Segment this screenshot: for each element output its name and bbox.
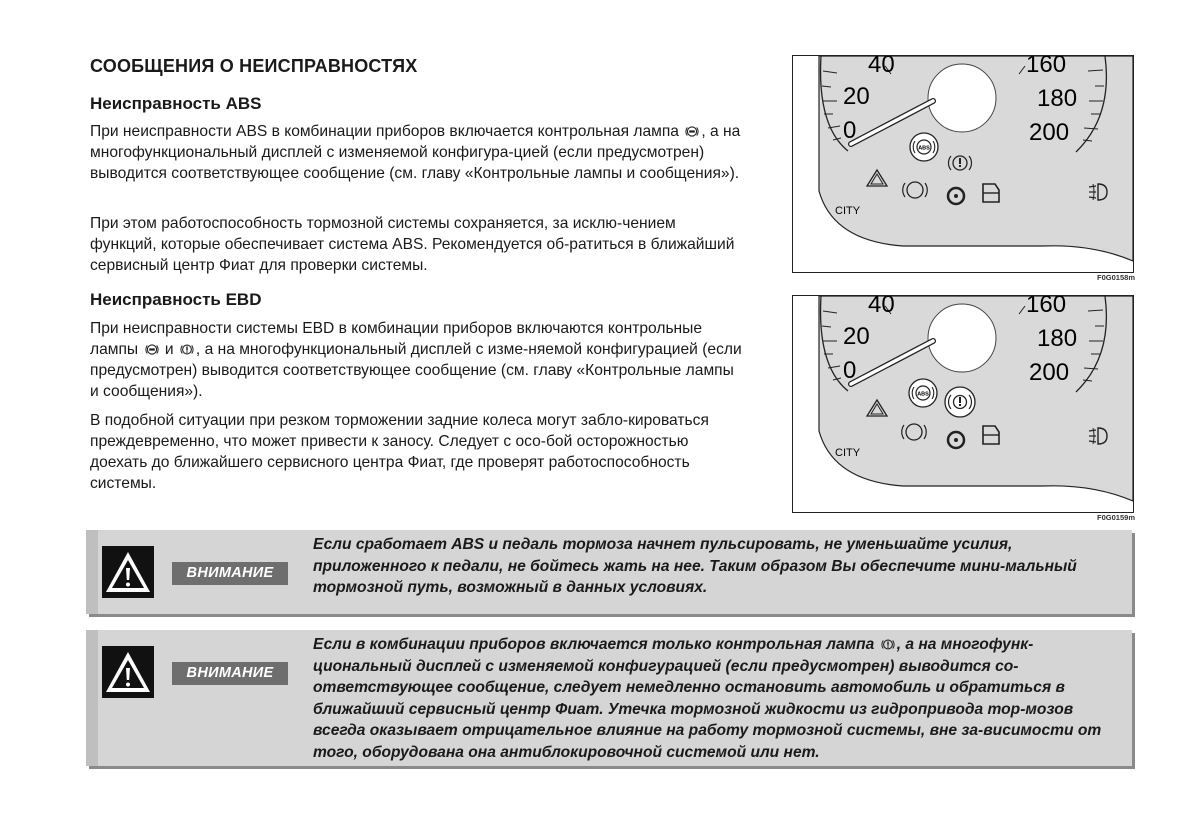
speed-label-40: 40 [868, 296, 895, 318]
abs-heading: Неисправность ABS [90, 94, 262, 113]
section-title: СООБЩЕНИЯ О НЕИСПРАВНОСТЯХ [90, 56, 418, 76]
brake-warning-icon [945, 387, 975, 417]
abs-warning-icon [909, 379, 937, 407]
abs-paragraph-2: При этом работоспособность тормозной системы сохраняется, за исклю-чением функций, которые обеспечивает система ABS. Рекомендуется об-ратиться в ближайший сервисный центр Фиат для проверки системы. [90, 215, 735, 274]
warning-triangle-icon [102, 546, 154, 598]
city-label: CITY [835, 205, 861, 217]
city-label: CITY [835, 447, 861, 459]
brake-lamp-icon [179, 343, 195, 356]
warning-label: ВНИМАНИЕ [172, 562, 288, 585]
figure-code: F0G0159m [1097, 513, 1135, 522]
warning-text: Если сработает ABS и педаль тормоза начнет пульсировать, не уменьшайте усилия, приложенного к педали, не бойтесь жать на нее. Таким образом Вы обеспечите мини-мальный тормозной путь, возможный в данных условиях. [313, 536, 1077, 596]
abs-warning-icon [910, 133, 938, 161]
figure-code: F0G0158m [1097, 273, 1135, 282]
warning-box-abs [86, 530, 1132, 614]
speed-label-20: 20 [843, 83, 870, 110]
speed-label-20: 20 [843, 323, 870, 350]
speed-label-160: 160 [1026, 56, 1067, 78]
speed-label-180: 180 [1037, 325, 1078, 352]
speed-label-180: 180 [1037, 85, 1078, 112]
warning-label: ВНИМАНИЕ [172, 662, 288, 685]
ebd-paragraph-2: В подобной ситуации при резком торможении задние колеса могут забло-кироваться преждевременно, что может привести к заносу. Следует с осо-бой осторожностью доехать до ближайшего сервисного центра Фиат, где проверят работоспособность системы. [90, 412, 709, 492]
speed-label-160: 160 [1026, 296, 1067, 318]
ebd-paragraph-1: При неисправности системы EBD в комбинации приборов включаются контрольные лампы и , а на многофункциональный дисплей с изме-няемой конфигурацией (если предусмотрен) выводится соответствующее сообщение (см. главу «Контрольные лампы и сообщения»). [90, 320, 742, 400]
abs-paragraph-1: При неисправности ABS в комбинации приборов включается контрольная лампа , а на многофункциональный дисплей с изменяемой конфигура-цией (если предусмотрен) выводится соответствующее сообщение (см. главу «Контрольные лампы и сообщения»). [90, 123, 741, 182]
needle-hub [928, 304, 996, 372]
dashboard-figure-abs [792, 55, 1134, 273]
abs-lamp-icon [144, 343, 160, 356]
brake-lamp-icon [880, 638, 896, 651]
ebd-heading: Неисправность EBD [90, 290, 262, 309]
warning-triangle-icon [102, 646, 154, 698]
speed-label-200: 200 [1029, 119, 1070, 146]
abs-lamp-icon [684, 125, 700, 138]
svg-text:ABS: ABS [917, 391, 929, 398]
warning-text: Если в комбинации приборов включается только контрольная лампа , а на многофунк-циональный дисплей с изменяемой конфигурацией (если предусмотрен) выводится со-ответствующее сообщение, следует немедленно остановить автомобиль и обратиться в ближайший сервисный центр Фиат. Утечка тормозной жидкости из гидропривода тор-мозов всегда оказывает отрицательное влияние на работу тормозной системы, вне за-висимости от того, оборудована она антиблокировочной системой или нет. [313, 636, 1102, 761]
dashboard-figure-ebd [792, 295, 1134, 513]
speed-label-0: 0 [843, 357, 857, 384]
speed-label-200: 200 [1029, 359, 1070, 386]
speed-label-0: 0 [843, 117, 857, 144]
warning-box-brake-fluid [86, 630, 1132, 766]
needle-hub [928, 64, 996, 132]
svg-text:ABS: ABS [918, 145, 930, 152]
speed-label-40: 40 [868, 56, 895, 78]
